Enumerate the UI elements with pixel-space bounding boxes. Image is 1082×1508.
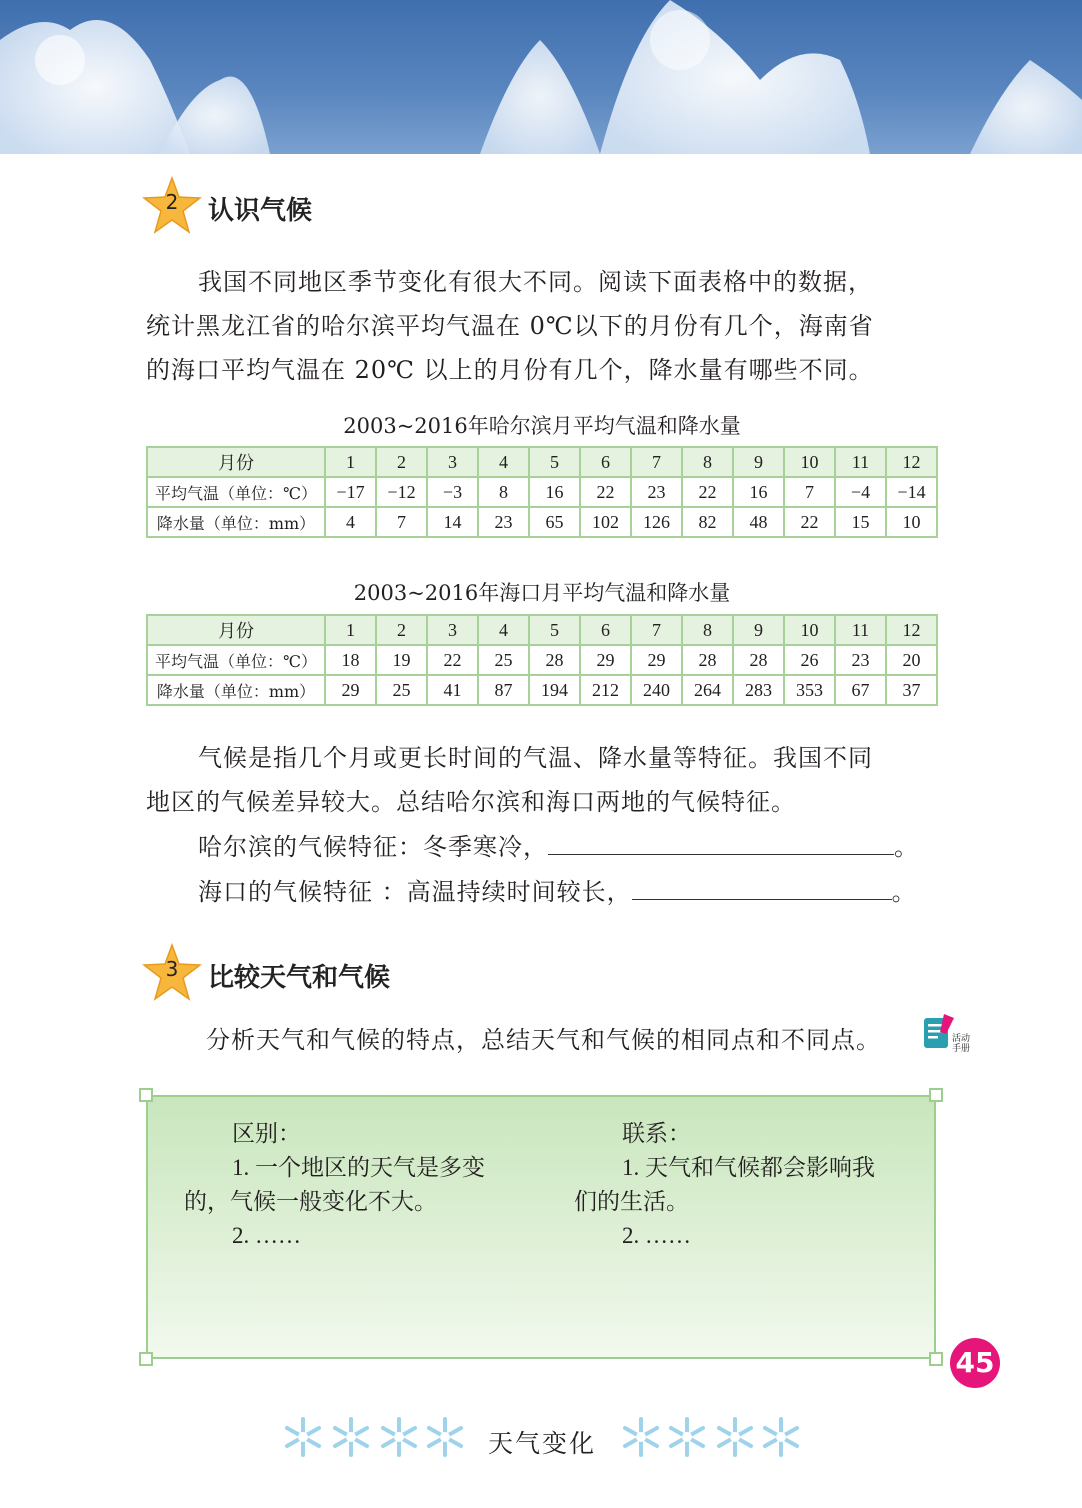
- month-cell: 11: [835, 615, 886, 645]
- section-number: 3: [165, 957, 179, 981]
- table-cell: 16: [529, 477, 580, 507]
- footer-title: 天气变化: [488, 1429, 597, 1458]
- footer: [0, 1416, 1082, 1466]
- table-cell: 25: [376, 675, 427, 705]
- handbook-label: [952, 1034, 980, 1054]
- connection-item-1b: 们的生活。: [574, 1189, 689, 1214]
- month-cell: 8: [682, 615, 733, 645]
- table-cell: 19: [376, 645, 427, 675]
- table-cell: 48: [733, 507, 784, 537]
- box-corner: [929, 1088, 943, 1102]
- table-cell: 22: [784, 507, 835, 537]
- row-label: 降水量（单位：mm）: [147, 507, 325, 537]
- haikou-table-caption: 2003~2016年海口月平均气温和降水量: [353, 581, 731, 605]
- connection-heading: 联系：: [622, 1121, 691, 1146]
- box-corner: [139, 1352, 153, 1366]
- page-number: 45: [950, 1338, 1000, 1388]
- table-cell: 7: [376, 507, 427, 537]
- table-cell: 87: [478, 675, 529, 705]
- compare-text: 分析天气和气候的特点，总结天气和气候的相同点和不同点。: [206, 1026, 881, 1054]
- header-cell: 月份: [147, 615, 325, 645]
- table-row: [147, 645, 937, 675]
- harbin-answer-blank[interactable]: [548, 824, 894, 855]
- section-number: 2: [165, 190, 179, 214]
- difference-item-1b: 的，气候一般变化不大。: [184, 1189, 437, 1214]
- table-cell: 126: [631, 507, 682, 537]
- month-cell: 12: [886, 447, 937, 477]
- snowflake-icon: [760, 1416, 802, 1458]
- table-cell: 29: [325, 675, 376, 705]
- haikou-data-table: [146, 614, 938, 706]
- table-cell: 22: [682, 477, 733, 507]
- table-cell: 14: [427, 507, 478, 537]
- header-banner-image: [0, 0, 1082, 154]
- connection-column: [574, 1117, 914, 1253]
- table-cell: 23: [835, 645, 886, 675]
- table-cell: 7: [784, 477, 835, 507]
- period-mark: 。: [891, 878, 917, 906]
- table-cell: 240: [631, 675, 682, 705]
- climate-line-1: 气候是指几个月或更长时间的气温、降水量等特征。我国不同: [198, 744, 873, 772]
- table-cell: 23: [631, 477, 682, 507]
- snowflake-icon: [620, 1416, 662, 1458]
- section-2-heading: [142, 176, 542, 246]
- table-cell: 22: [427, 645, 478, 675]
- difference-column: [184, 1117, 534, 1253]
- table-cell: 283: [733, 675, 784, 705]
- table-cell: 10: [886, 507, 937, 537]
- month-cell: 1: [325, 615, 376, 645]
- month-cell: 10: [784, 447, 835, 477]
- table-cell: 82: [682, 507, 733, 537]
- table-cell: 28: [733, 645, 784, 675]
- snowflake-icon: [282, 1416, 324, 1458]
- snowflake-icon: [330, 1416, 372, 1458]
- harbin-prompt: 哈尔滨的气候特征：冬季寒冷，: [198, 833, 548, 861]
- table-cell: −4: [835, 477, 886, 507]
- table-row: [147, 477, 937, 507]
- month-cell: 2: [376, 447, 427, 477]
- month-cell: 3: [427, 615, 478, 645]
- climate-paragraph: [146, 736, 946, 914]
- table-cell: −12: [376, 477, 427, 507]
- month-cell: 10: [784, 615, 835, 645]
- month-cell: 8: [682, 447, 733, 477]
- month-cell: 7: [631, 447, 682, 477]
- table-cell: 102: [580, 507, 631, 537]
- table-cell: 4: [325, 507, 376, 537]
- table-cell: 20: [886, 645, 937, 675]
- box-corner: [929, 1352, 943, 1366]
- period-mark: 。: [894, 833, 919, 861]
- section-title: 认识气候: [208, 196, 313, 226]
- month-cell: 5: [529, 615, 580, 645]
- table-header-row: [147, 447, 937, 477]
- month-cell: 2: [376, 615, 427, 645]
- table-cell: 65: [529, 507, 580, 537]
- table-cell: 29: [580, 645, 631, 675]
- table-cell: 16: [733, 477, 784, 507]
- harbin-data-table: [146, 446, 938, 538]
- difference-item-1a: 1. 一个地区的天气是多变: [232, 1155, 485, 1180]
- connection-item-1a: 1. 天气和气候都会影响我: [622, 1155, 875, 1180]
- table-cell: 264: [682, 675, 733, 705]
- connection-item-2: 2. ……: [622, 1223, 691, 1248]
- table-cell: 8: [478, 477, 529, 507]
- handbook-label-line-2: 手册: [952, 1044, 971, 1054]
- month-cell: 3: [427, 447, 478, 477]
- compare-instruction: [206, 1018, 926, 1062]
- snowflake-icon: [424, 1416, 466, 1458]
- row-label: 平均气温（单位：℃）: [147, 645, 325, 675]
- month-cell: 9: [733, 447, 784, 477]
- table-cell: 22: [580, 477, 631, 507]
- haikou-prompt-line: [146, 869, 946, 914]
- table-cell: 67: [835, 675, 886, 705]
- section-title: 比较天气和气候: [208, 963, 391, 993]
- table-header-row: [147, 615, 937, 645]
- month-cell: 6: [580, 615, 631, 645]
- harbin-prompt-line: [146, 824, 946, 869]
- intro-paragraph: [146, 260, 946, 392]
- month-cell: 11: [835, 447, 886, 477]
- table-cell: 26: [784, 645, 835, 675]
- month-cell: 6: [580, 447, 631, 477]
- row-label: 平均气温（单位：℃）: [147, 477, 325, 507]
- table-cell: −17: [325, 477, 376, 507]
- intro-line-2: 统计黑龙江省的哈尔滨平均气温在 0℃以下的月份有几个，海南省: [146, 312, 874, 340]
- table-cell: 28: [682, 645, 733, 675]
- table-row: [147, 507, 937, 537]
- month-cell: 7: [631, 615, 682, 645]
- table-cell: 15: [835, 507, 886, 537]
- month-cell: 12: [886, 615, 937, 645]
- handbook-label-line-1: 活动: [952, 1034, 971, 1044]
- month-cell: 9: [733, 615, 784, 645]
- snowflake-icon: [666, 1416, 708, 1458]
- section-3-heading: [142, 943, 542, 1013]
- intro-line-1: 我国不同地区季节变化有很大不同。阅读下面表格中的数据，: [198, 268, 873, 296]
- haikou-prompt: 海口的气候特征 ：高温持续时间较长，: [198, 878, 632, 906]
- comparison-box: [146, 1095, 936, 1359]
- snowflake-icon: [378, 1416, 420, 1458]
- table-cell: −14: [886, 477, 937, 507]
- haikou-answer-blank[interactable]: [632, 869, 892, 900]
- intro-line-3: 的海口平均气温在 20℃ 以上的月份有几个，降水量有哪些不同。: [146, 356, 874, 384]
- table-cell: 18: [325, 645, 376, 675]
- table-cell: 212: [580, 675, 631, 705]
- harbin-table-caption: 2003~2016年哈尔滨月平均气温和降水量: [343, 414, 741, 438]
- table-cell: 353: [784, 675, 835, 705]
- table-row: [147, 675, 937, 705]
- header-cell: 月份: [147, 447, 325, 477]
- table-cell: 25: [478, 645, 529, 675]
- activity-handbook-icon[interactable]: [922, 1012, 980, 1058]
- month-cell: 1: [325, 447, 376, 477]
- table-cell: 29: [631, 645, 682, 675]
- table-cell: 23: [478, 507, 529, 537]
- table-cell: 37: [886, 675, 937, 705]
- difference-item-2: 2. ……: [232, 1223, 301, 1248]
- table-cell: 41: [427, 675, 478, 705]
- difference-heading: 区别：: [232, 1121, 301, 1146]
- climate-line-2: 地区的气候差异较大。总结哈尔滨和海口两地的气候特征。: [146, 788, 796, 816]
- row-label: 降水量（单位：mm）: [147, 675, 325, 705]
- month-cell: 4: [478, 447, 529, 477]
- table-cell: 28: [529, 645, 580, 675]
- table-cell: −3: [427, 477, 478, 507]
- month-cell: 4: [478, 615, 529, 645]
- notebook-icon: [922, 1012, 956, 1052]
- snowflake-icon: [714, 1416, 756, 1458]
- month-cell: 5: [529, 447, 580, 477]
- table-cell: 194: [529, 675, 580, 705]
- box-corner: [139, 1088, 153, 1102]
